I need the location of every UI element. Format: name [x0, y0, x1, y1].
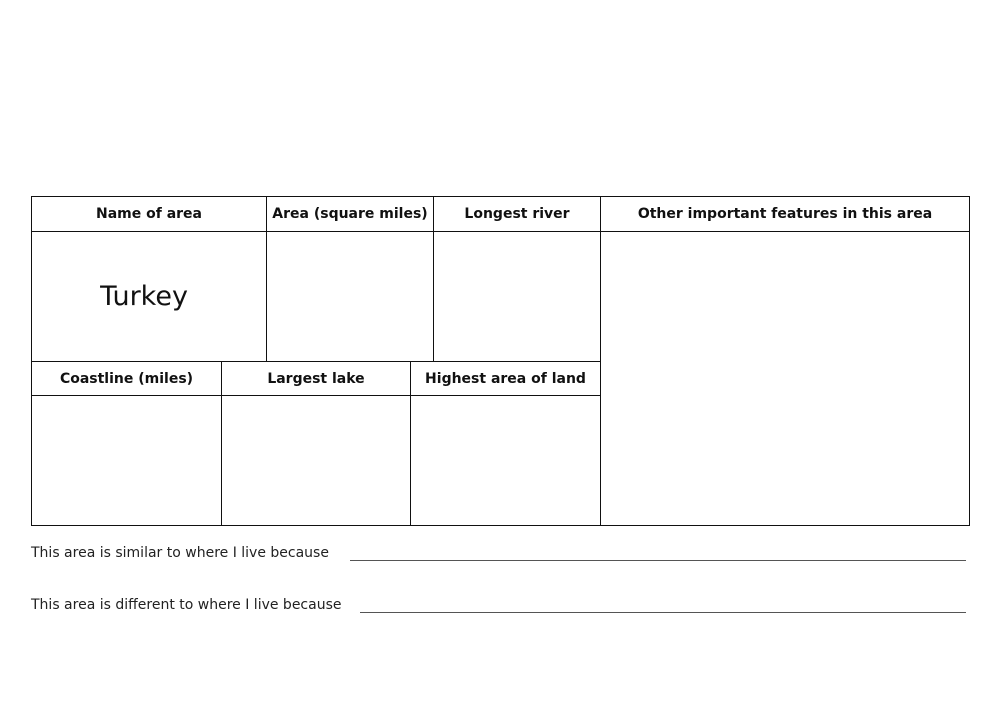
cell-coastline[interactable] — [32, 396, 221, 525]
header-name-of-area: Name of area — [96, 206, 202, 222]
different-prompt: This area is different to where I live because — [31, 597, 342, 613]
similar-answer-line[interactable] — [350, 560, 966, 561]
cell-highest-land[interactable] — [411, 396, 600, 525]
header-area-square-miles: Area (square miles) — [272, 206, 428, 222]
different-answer-line[interactable] — [360, 612, 966, 613]
cell-name-of-area[interactable]: Turkey — [100, 281, 188, 312]
cell-longest-river[interactable] — [434, 232, 600, 361]
cell-largest-lake[interactable] — [222, 396, 410, 525]
header-other-features: Other important features in this area — [637, 206, 933, 222]
cell-other-features[interactable] — [601, 232, 969, 525]
header-largest-lake: Largest lake — [267, 370, 365, 387]
cell-area-square-miles[interactable] — [267, 232, 433, 361]
header-highest-land: Highest area of land — [425, 370, 586, 387]
fact-file-table — [31, 196, 970, 526]
similar-prompt: This area is similar to where I live because — [31, 545, 329, 561]
header-coastline: Coastline (miles) — [59, 370, 194, 387]
header-longest-river: Longest river — [464, 206, 570, 222]
